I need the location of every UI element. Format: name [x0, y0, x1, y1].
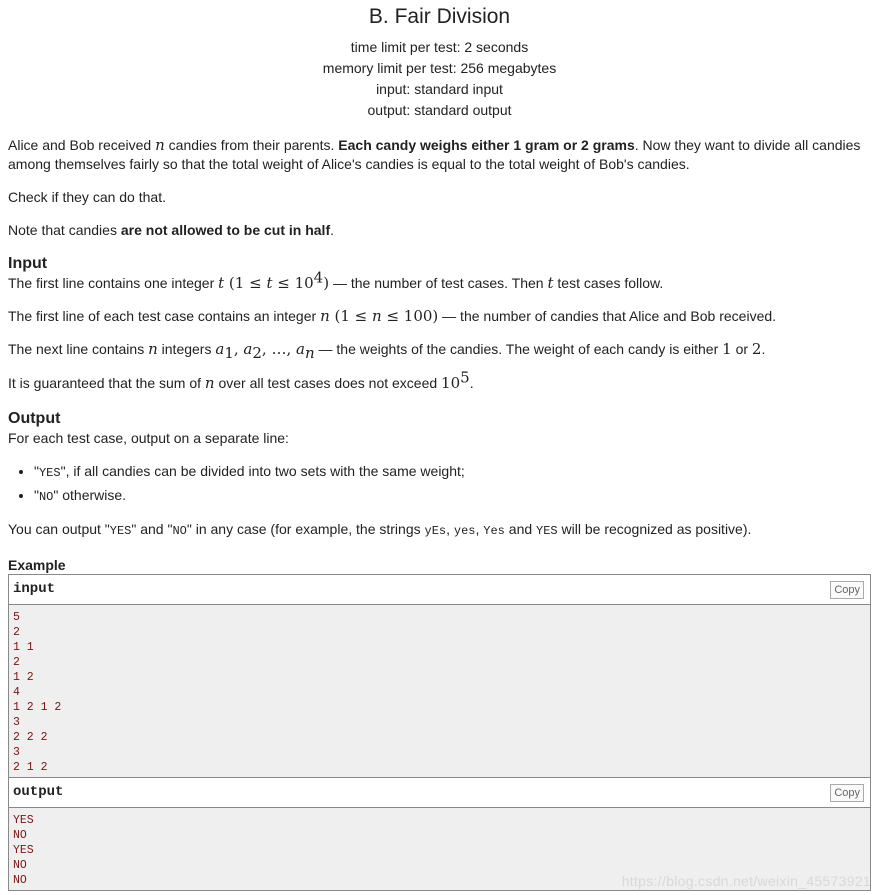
sample-output-line: YES: [13, 844, 34, 857]
sample-input-label: input: [13, 581, 56, 597]
output-bullet-no: • "NO" otherwise.: [34, 484, 871, 508]
sample-input-box: [8, 574, 871, 891]
sample-input-line: 1 2 1 2: [13, 701, 62, 714]
problem-title: B. Fair Division: [368, 5, 511, 28]
sample-input-line: 5: [13, 611, 20, 624]
sample-input-line: 2: [13, 656, 20, 669]
legend-paragraph-1: Alice and Bob received n candies from their parents. Each candy weighs either 1 gram or 2 grams. Now they want to divide all candies among themselves fairly so that the total weight of Alice's candies is equal to the total weight of Bob's candies.: [8, 136, 861, 172]
sample-input-line: 1 2: [13, 671, 34, 684]
input-line-1: The first line contains one integer t $(1 \le t \le 10^4)$ — the number of test cases. Then t test cases follow.: [8, 268, 664, 292]
problem-statement: [0, 136, 879, 574]
output-bullet-yes: • "YES", if all candies can be divided into two sets with the same weight;: [34, 460, 871, 484]
problem-limits: [0, 37, 879, 121]
output-intro: For each test case, output on a separate line:: [8, 430, 289, 446]
memory-limit: memory limit per test: 256 megabytes: [322, 60, 557, 76]
example-title: Example: [8, 557, 66, 573]
sample-input-line: 3: [13, 716, 20, 729]
input-line-2: The first line of each test case contains an integer n (1 ≤ n ≤ 100) — the number of candies that Alice and Bob received.: [8, 307, 777, 325]
sample-input-line: 4: [13, 686, 20, 699]
input-line-3: The next line contains n integers $a_1$, $a_2$, …, $a_n$ — the weights of the candies. The weight of each candy is either 1 or 2.: [8, 340, 766, 362]
copy-input-button[interactable]: Copy: [830, 581, 864, 599]
sample-input-line: 2 2 2: [13, 731, 48, 744]
legend-paragraph-3: Note that candies are not allowed to be cut in half.: [8, 222, 334, 238]
sample-output-line: NO: [13, 859, 27, 872]
sample-input-line: 2: [13, 626, 20, 639]
sample-output-line: NO: [13, 829, 27, 842]
input-type: input: standard input: [376, 81, 503, 97]
output-case-note: You can output "YES" and "NO" in any case (for example, the strings yEs, yes, Yes and YES will be recognized as positive).: [8, 521, 752, 538]
time-limit: time limit per test: 2 seconds: [350, 39, 529, 55]
input-line-4: It is guaranteed that the sum of n over all test cases does not exceed $10^5$.: [8, 368, 474, 392]
sample-input-content: [9, 605, 870, 777]
watermark-url: https://blog.csdn.net/weixin_45573921: [621, 873, 871, 889]
input-heading: Input: [8, 255, 48, 272]
output-heading: Output: [8, 410, 61, 427]
sample-input-line: 2 1 2: [13, 761, 48, 774]
sample-output-line: YES: [13, 814, 34, 827]
sample-output-line: NO: [13, 874, 27, 887]
output-type: output: standard output: [367, 102, 512, 118]
sample-input-header: [9, 575, 870, 605]
sample-output-label: output: [13, 784, 64, 800]
sample-input-line: 1 1: [13, 641, 34, 654]
legend-paragraph-2: Check if they can do that.: [8, 189, 166, 205]
sample-output-header: [9, 777, 870, 808]
problem-header: [0, 4, 879, 121]
copy-output-button[interactable]: Copy: [830, 784, 864, 802]
output-bullet-list: [8, 460, 871, 508]
sample-input-line: 3: [13, 746, 20, 759]
